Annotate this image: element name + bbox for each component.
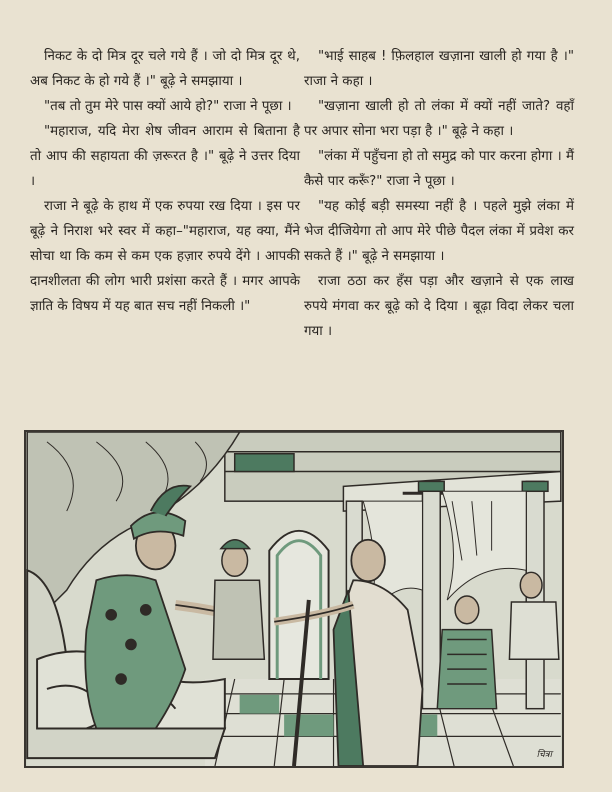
artist-signature: चित्रा (536, 750, 552, 760)
paragraph: "यह कोई बड़ी समस्या नहीं है । पहले मुझे लंका में भेज दीजियेगा तो आप मेरे पीछे पैदल लंका में प्रवेश कर सकते हैं ।" बूढ़े ने समझाया । (304, 199, 574, 264)
court-scene-drawing (26, 432, 562, 766)
paragraph: "खज़ाना खाली हो तो लंका में क्यों नहीं जाते? वहाँ पर अपार सोना भरा पड़ा है ।" बूढ़े ने कहा । (304, 99, 574, 139)
paragraph: "लंका में पहुँचना हो तो समुद्र को पार करना होगा । मैं कैसे पार करूँ?" राजा ने पूछा । (304, 149, 574, 189)
right-text-column (304, 44, 574, 344)
paragraph: निकट के दो मित्र दूर चले गये हैं । जो दो मित्र दूर थे, अब निकट के हो गये हैं ।" बूढ़े ने समझाया । (30, 49, 300, 89)
paragraph: राजा ने बूढ़े के हाथ में एक रुपया रख दिया । इस पर बूढ़े ने निराश भरे स्वर में कहा–"महाराज, यह क्या, मैंने सोचा था कि कम से कम एक हज़ार रुपये देंगे । आपकी दानशीलता की लोग भारी प्रशंसा करते हैं । मगर आपके ज्ञाति के विषय में यह बात सच नहीं निकली ।" (30, 199, 300, 314)
arched-doorway (269, 531, 328, 679)
paragraph: राजा ठठा कर हँस पड़ा और खज़ाने से एक लाख रुपये मंगवा कर बूढ़े को दे दिया । बूढ़ा विदा लेकर चला गया । (304, 274, 574, 339)
paragraph: "भाई साहब ! फ़िलहाल खज़ाना खाली हो गया है ।" राजा ने कहा । (304, 49, 574, 89)
paragraph: "तब तो तुम मेरे पास क्यों आये हो?" राजा ने पूछा । (44, 99, 292, 114)
paragraph: "महाराज, यदि मेरा शेष जीवन आराम से बिताना है तो आप की सहायता की ज़रूरत है ।" बूढ़े ने उत्तर दिया । (30, 124, 300, 189)
left-text-column (30, 44, 300, 319)
story-illustration (24, 430, 564, 768)
